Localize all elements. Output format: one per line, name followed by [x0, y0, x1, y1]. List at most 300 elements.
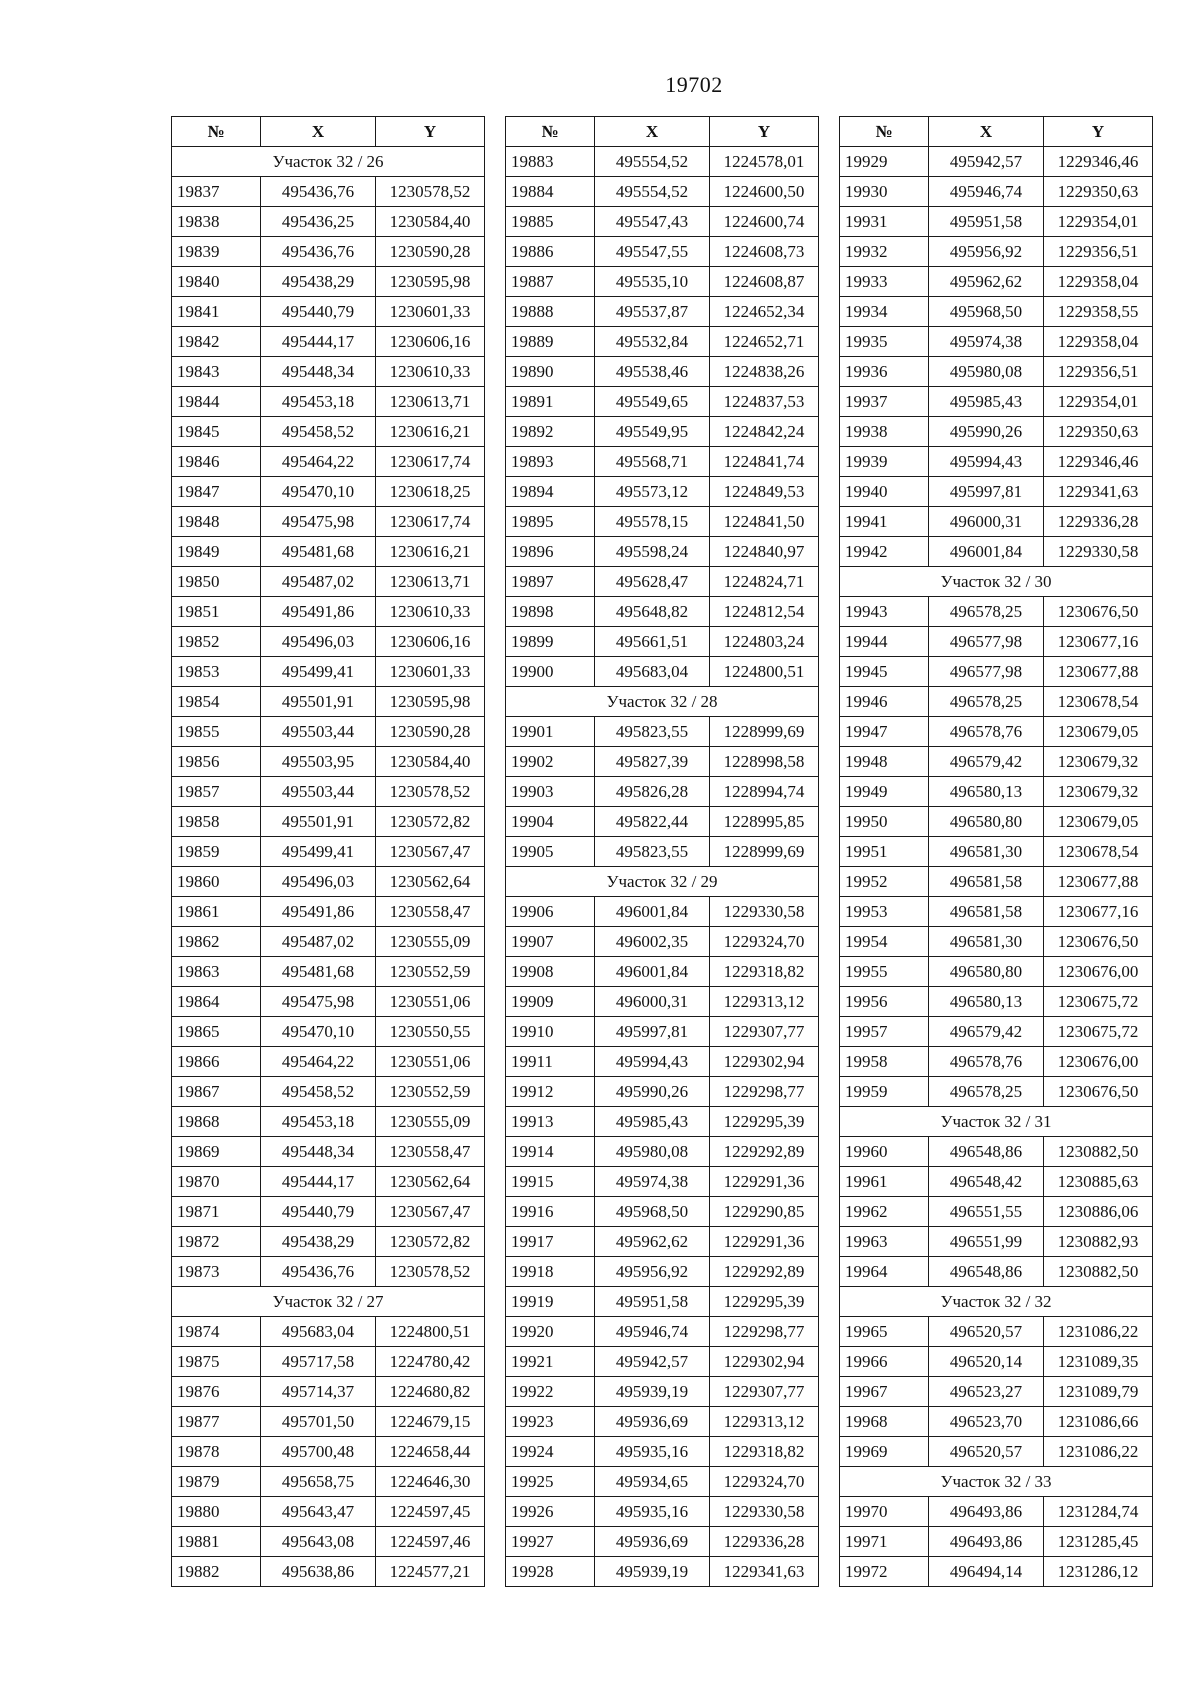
table-row: [506, 1467, 819, 1497]
x-coordinate: 495549,95: [595, 417, 710, 447]
x-coordinate: 495503,44: [261, 777, 376, 807]
y-coordinate: 1230601,33: [376, 657, 485, 687]
y-coordinate: 1230606,16: [376, 627, 485, 657]
table-row: [840, 897, 1153, 927]
point-number: 19916: [506, 1197, 595, 1227]
y-coordinate: 1224837,53: [710, 387, 819, 417]
x-coordinate: 495968,50: [929, 297, 1044, 327]
x-coordinate: 495547,43: [595, 207, 710, 237]
point-number: 19890: [506, 357, 595, 387]
x-coordinate: 496577,98: [929, 657, 1044, 687]
point-number: 19963: [840, 1227, 929, 1257]
section-row: [840, 1287, 1153, 1317]
table-row: [506, 777, 819, 807]
table-row: [172, 537, 485, 567]
point-number: 19888: [506, 297, 595, 327]
y-coordinate: 1229336,28: [1044, 507, 1153, 537]
x-coordinate: 495503,95: [261, 747, 376, 777]
x-coordinate: 495936,69: [595, 1407, 710, 1437]
y-coordinate: 1229302,94: [710, 1347, 819, 1377]
x-coordinate: 495549,65: [595, 387, 710, 417]
y-coordinate: 1230676,50: [1044, 1077, 1153, 1107]
y-coordinate: 1224800,51: [710, 657, 819, 687]
point-number: 19960: [840, 1137, 929, 1167]
table-row: [172, 1227, 485, 1257]
table-row: [506, 207, 819, 237]
table-row: [172, 1497, 485, 1527]
y-coordinate: 1230572,82: [376, 807, 485, 837]
point-number: 19946: [840, 687, 929, 717]
table-row: [172, 297, 485, 327]
point-number: 19966: [840, 1347, 929, 1377]
x-coordinate: 495985,43: [929, 387, 1044, 417]
header-number: №: [840, 117, 929, 147]
table-row: [172, 1557, 485, 1587]
table-row: [840, 1257, 1153, 1287]
point-number: 19842: [172, 327, 261, 357]
x-coordinate: 495939,19: [595, 1557, 710, 1587]
y-coordinate: 1229292,89: [710, 1257, 819, 1287]
point-number: 19867: [172, 1077, 261, 1107]
y-coordinate: 1229318,82: [710, 957, 819, 987]
x-coordinate: 495946,74: [595, 1317, 710, 1347]
y-coordinate: 1230610,33: [376, 357, 485, 387]
y-coordinate: 1230590,28: [376, 717, 485, 747]
table-row: [506, 1017, 819, 1047]
x-coordinate: 495974,38: [929, 327, 1044, 357]
y-coordinate: 1230675,72: [1044, 987, 1153, 1017]
y-coordinate: 1230572,82: [376, 1227, 485, 1257]
table-row: [506, 1077, 819, 1107]
y-coordinate: 1230617,74: [376, 507, 485, 537]
y-coordinate: 1230678,54: [1044, 687, 1153, 717]
y-coordinate: 1224600,50: [710, 177, 819, 207]
x-coordinate: 495826,28: [595, 777, 710, 807]
table-row: [172, 627, 485, 657]
table-row: [840, 1377, 1153, 1407]
table-row: [506, 1557, 819, 1587]
x-coordinate: 495683,04: [261, 1317, 376, 1347]
table-row: [172, 267, 485, 297]
x-coordinate: 495942,57: [595, 1347, 710, 1377]
y-coordinate: 1230555,09: [376, 1107, 485, 1137]
y-coordinate: 1224841,50: [710, 507, 819, 537]
point-number: 19954: [840, 927, 929, 957]
table-row: [840, 777, 1153, 807]
table-row: [840, 837, 1153, 867]
x-coordinate: 495638,86: [261, 1557, 376, 1587]
y-coordinate: 1231285,45: [1044, 1527, 1153, 1557]
point-number: 19970: [840, 1497, 929, 1527]
y-coordinate: 1230886,06: [1044, 1197, 1153, 1227]
header-number: №: [506, 117, 595, 147]
table-row: [506, 717, 819, 747]
point-number: 19921: [506, 1347, 595, 1377]
table-row: [506, 597, 819, 627]
point-number: 19852: [172, 627, 261, 657]
point-number: 19854: [172, 687, 261, 717]
x-coordinate: 495942,57: [929, 147, 1044, 177]
table-row: [172, 897, 485, 927]
point-number: 19969: [840, 1437, 929, 1467]
y-coordinate: 1230578,52: [376, 777, 485, 807]
table-row: [172, 927, 485, 957]
y-coordinate: 1229356,51: [1044, 357, 1153, 387]
point-number: 19937: [840, 387, 929, 417]
y-coordinate: 1229291,36: [710, 1227, 819, 1257]
point-number: 19844: [172, 387, 261, 417]
point-number: 19901: [506, 717, 595, 747]
header-row: [840, 117, 1153, 147]
table-row: [840, 207, 1153, 237]
y-coordinate: 1224824,71: [710, 567, 819, 597]
x-coordinate: 496551,55: [929, 1197, 1044, 1227]
point-number: 19965: [840, 1317, 929, 1347]
y-coordinate: 1230606,16: [376, 327, 485, 357]
y-coordinate: 1230558,47: [376, 897, 485, 927]
table-row: [506, 987, 819, 1017]
x-coordinate: 495994,43: [595, 1047, 710, 1077]
point-number: 19880: [172, 1497, 261, 1527]
x-coordinate: 495532,84: [595, 327, 710, 357]
x-coordinate: 495444,17: [261, 1167, 376, 1197]
section-title: Участок 32 / 27: [172, 1287, 485, 1317]
table-row: [506, 447, 819, 477]
point-number: 19838: [172, 207, 261, 237]
y-coordinate: 1230578,52: [376, 1257, 485, 1287]
y-coordinate: 1224608,73: [710, 237, 819, 267]
table-row: [840, 627, 1153, 657]
x-coordinate: 496000,31: [929, 507, 1044, 537]
x-coordinate: 496580,80: [929, 957, 1044, 987]
y-coordinate: 1229358,04: [1044, 327, 1153, 357]
x-coordinate: 496000,31: [595, 987, 710, 1017]
y-coordinate: 1229295,39: [710, 1107, 819, 1137]
x-coordinate: 495475,98: [261, 507, 376, 537]
x-coordinate: 495980,08: [595, 1137, 710, 1167]
y-coordinate: 1230590,28: [376, 237, 485, 267]
table-row: [172, 717, 485, 747]
table-row: [506, 1377, 819, 1407]
x-coordinate: 496581,58: [929, 897, 1044, 927]
table-row: [840, 867, 1153, 897]
x-coordinate: 496523,70: [929, 1407, 1044, 1437]
point-number: 19900: [506, 657, 595, 687]
point-number: 19882: [172, 1557, 261, 1587]
table-row: [506, 627, 819, 657]
table-row: [172, 837, 485, 867]
x-coordinate: 495464,22: [261, 447, 376, 477]
x-coordinate: 495994,43: [929, 447, 1044, 477]
table-row: [172, 1467, 485, 1497]
y-coordinate: 1229302,94: [710, 1047, 819, 1077]
table-row: [172, 1347, 485, 1377]
table-row: [840, 1137, 1153, 1167]
table-row: [840, 1077, 1153, 1107]
point-number: 19889: [506, 327, 595, 357]
table-row: [506, 747, 819, 777]
table-row: [172, 1197, 485, 1227]
x-coordinate: 495661,51: [595, 627, 710, 657]
point-number: 19927: [506, 1527, 595, 1557]
table-row: [840, 1197, 1153, 1227]
y-coordinate: 1230882,50: [1044, 1137, 1153, 1167]
y-coordinate: 1230677,16: [1044, 627, 1153, 657]
table-body: [506, 147, 819, 1587]
x-coordinate: 495487,02: [261, 567, 376, 597]
point-number: 19935: [840, 327, 929, 357]
table-body: [840, 147, 1153, 1587]
y-coordinate: 1230676,00: [1044, 1047, 1153, 1077]
point-number: 19877: [172, 1407, 261, 1437]
header-x: X: [929, 117, 1044, 147]
coordinates-table-3: [839, 116, 1153, 1587]
header-y: Y: [376, 117, 485, 147]
x-coordinate: 495538,46: [595, 357, 710, 387]
point-number: 19905: [506, 837, 595, 867]
point-number: 19848: [172, 507, 261, 537]
table-row: [172, 807, 485, 837]
y-coordinate: 1230618,25: [376, 477, 485, 507]
y-coordinate: 1229336,28: [710, 1527, 819, 1557]
y-coordinate: 1231086,22: [1044, 1437, 1153, 1467]
header-x: X: [261, 117, 376, 147]
point-number: 19910: [506, 1017, 595, 1047]
y-coordinate: 1229354,01: [1044, 207, 1153, 237]
point-number: 19952: [840, 867, 929, 897]
table-row: [506, 1137, 819, 1167]
point-number: 19945: [840, 657, 929, 687]
point-number: 19902: [506, 747, 595, 777]
table-row: [172, 1077, 485, 1107]
y-coordinate: 1224600,74: [710, 207, 819, 237]
y-coordinate: 1224841,74: [710, 447, 819, 477]
y-coordinate: 1229330,58: [1044, 537, 1153, 567]
point-number: 19896: [506, 537, 595, 567]
x-coordinate: 495823,55: [595, 717, 710, 747]
y-coordinate: 1230552,59: [376, 957, 485, 987]
y-coordinate: 1224838,26: [710, 357, 819, 387]
y-coordinate: 1229356,51: [1044, 237, 1153, 267]
point-number: 19958: [840, 1047, 929, 1077]
x-coordinate: 495951,58: [595, 1287, 710, 1317]
table-row: [172, 687, 485, 717]
table-row: [506, 897, 819, 927]
point-number: 19920: [506, 1317, 595, 1347]
y-coordinate: 1229330,58: [710, 897, 819, 927]
table-row: [506, 177, 819, 207]
point-number: 19843: [172, 357, 261, 387]
table-row: [840, 1167, 1153, 1197]
x-coordinate: 495823,55: [595, 837, 710, 867]
point-number: 19862: [172, 927, 261, 957]
y-coordinate: 1230677,88: [1044, 867, 1153, 897]
x-coordinate: 495717,58: [261, 1347, 376, 1377]
point-number: 19968: [840, 1407, 929, 1437]
point-number: 19855: [172, 717, 261, 747]
table-row: [840, 237, 1153, 267]
y-coordinate: 1230551,06: [376, 987, 485, 1017]
point-number: 19850: [172, 567, 261, 597]
table-row: [172, 567, 485, 597]
table-row: [840, 1557, 1153, 1587]
x-coordinate: 495554,52: [595, 177, 710, 207]
y-coordinate: 1229324,70: [710, 1467, 819, 1497]
y-coordinate: 1228999,69: [710, 717, 819, 747]
x-coordinate: 495487,02: [261, 927, 376, 957]
y-coordinate: 1230679,32: [1044, 747, 1153, 777]
point-number: 19873: [172, 1257, 261, 1287]
y-coordinate: 1230551,06: [376, 1047, 485, 1077]
y-coordinate: 1229324,70: [710, 927, 819, 957]
table-row: [506, 1047, 819, 1077]
y-coordinate: 1229341,63: [1044, 477, 1153, 507]
x-coordinate: 495568,71: [595, 447, 710, 477]
x-coordinate: 496520,57: [929, 1317, 1044, 1347]
point-number: 19908: [506, 957, 595, 987]
x-coordinate: 495491,86: [261, 597, 376, 627]
point-number: 19851: [172, 597, 261, 627]
header-y: Y: [1044, 117, 1153, 147]
table-row: [506, 1167, 819, 1197]
table-row: [840, 357, 1153, 387]
table-row: [840, 747, 1153, 777]
x-coordinate: 495440,79: [261, 297, 376, 327]
x-coordinate: 496578,25: [929, 1077, 1044, 1107]
point-number: 19863: [172, 957, 261, 987]
point-number: 19892: [506, 417, 595, 447]
y-coordinate: 1224608,87: [710, 267, 819, 297]
section-title: Участок 32 / 26: [172, 147, 485, 177]
x-coordinate: 495496,03: [261, 867, 376, 897]
point-number: 19917: [506, 1227, 595, 1257]
point-number: 19909: [506, 987, 595, 1017]
point-number: 19955: [840, 957, 929, 987]
x-coordinate: 495968,50: [595, 1197, 710, 1227]
y-coordinate: 1230677,16: [1044, 897, 1153, 927]
point-number: 19845: [172, 417, 261, 447]
x-coordinate: 495438,29: [261, 1227, 376, 1257]
y-coordinate: 1224842,24: [710, 417, 819, 447]
y-coordinate: 1230885,63: [1044, 1167, 1153, 1197]
x-coordinate: 496523,27: [929, 1377, 1044, 1407]
x-coordinate: 495436,25: [261, 207, 376, 237]
x-coordinate: 495990,26: [595, 1077, 710, 1107]
x-coordinate: 496548,42: [929, 1167, 1044, 1197]
table-row: [506, 807, 819, 837]
point-number: 19853: [172, 657, 261, 687]
section-row: [840, 1467, 1153, 1497]
x-coordinate: 495448,34: [261, 1137, 376, 1167]
x-coordinate: 495458,52: [261, 1077, 376, 1107]
y-coordinate: 1230610,33: [376, 597, 485, 627]
x-coordinate: 495440,79: [261, 1197, 376, 1227]
header-y: Y: [710, 117, 819, 147]
point-number: 19857: [172, 777, 261, 807]
point-number: 19967: [840, 1377, 929, 1407]
table-row: [172, 177, 485, 207]
x-coordinate: 495501,91: [261, 687, 376, 717]
y-coordinate: 1231086,22: [1044, 1317, 1153, 1347]
section-title: Участок 32 / 28: [506, 687, 819, 717]
point-number: 19849: [172, 537, 261, 567]
y-coordinate: 1230584,40: [376, 207, 485, 237]
table-row: [840, 1017, 1153, 1047]
point-number: 19884: [506, 177, 595, 207]
point-number: 19895: [506, 507, 595, 537]
table-row: [506, 417, 819, 447]
point-number: 19924: [506, 1437, 595, 1467]
point-number: 19898: [506, 597, 595, 627]
y-coordinate: 1230679,32: [1044, 777, 1153, 807]
point-number: 19876: [172, 1377, 261, 1407]
x-coordinate: 496001,84: [595, 957, 710, 987]
x-coordinate: 496580,13: [929, 777, 1044, 807]
x-coordinate: 495578,15: [595, 507, 710, 537]
x-coordinate: 495470,10: [261, 1017, 376, 1047]
x-coordinate: 495980,08: [929, 357, 1044, 387]
x-coordinate: 496551,99: [929, 1227, 1044, 1257]
point-number: 19887: [506, 267, 595, 297]
x-coordinate: 495453,18: [261, 1107, 376, 1137]
table-row: [172, 1317, 485, 1347]
point-number: 19933: [840, 267, 929, 297]
x-coordinate: 495628,47: [595, 567, 710, 597]
point-number: 19906: [506, 897, 595, 927]
table-row: [840, 957, 1153, 987]
x-coordinate: 495956,92: [929, 237, 1044, 267]
y-coordinate: 1231284,74: [1044, 1497, 1153, 1527]
x-coordinate: 496580,13: [929, 987, 1044, 1017]
y-coordinate: 1229354,01: [1044, 387, 1153, 417]
point-number: 19868: [172, 1107, 261, 1137]
x-coordinate: 495946,74: [929, 177, 1044, 207]
y-coordinate: 1224679,15: [376, 1407, 485, 1437]
table-row: [840, 507, 1153, 537]
point-number: 19881: [172, 1527, 261, 1557]
x-coordinate: 496520,57: [929, 1437, 1044, 1467]
x-coordinate: 495951,58: [929, 207, 1044, 237]
point-number: 19948: [840, 747, 929, 777]
point-number: 19846: [172, 447, 261, 477]
table-row: [172, 207, 485, 237]
point-number: 19949: [840, 777, 929, 807]
table-row: [172, 237, 485, 267]
point-number: 19941: [840, 507, 929, 537]
coordinates-table-1: [171, 116, 485, 1587]
y-coordinate: 1229350,63: [1044, 417, 1153, 447]
x-coordinate: 496579,42: [929, 747, 1044, 777]
point-number: 19841: [172, 297, 261, 327]
x-coordinate: 496520,14: [929, 1347, 1044, 1377]
y-coordinate: 1228994,74: [710, 777, 819, 807]
point-number: 19929: [840, 147, 929, 177]
table-row: [840, 387, 1153, 417]
table-row: [506, 1437, 819, 1467]
x-coordinate: 495990,26: [929, 417, 1044, 447]
y-coordinate: 1230550,55: [376, 1017, 485, 1047]
table-row: [840, 1047, 1153, 1077]
x-coordinate: 496548,86: [929, 1137, 1044, 1167]
table-row: [172, 747, 485, 777]
point-number: 19943: [840, 597, 929, 627]
y-coordinate: 1229341,63: [710, 1557, 819, 1587]
table-row: [506, 1227, 819, 1257]
section-title: Участок 32 / 31: [840, 1107, 1153, 1137]
x-coordinate: 495499,41: [261, 657, 376, 687]
y-coordinate: 1230882,93: [1044, 1227, 1153, 1257]
x-coordinate: 495997,81: [595, 1017, 710, 1047]
